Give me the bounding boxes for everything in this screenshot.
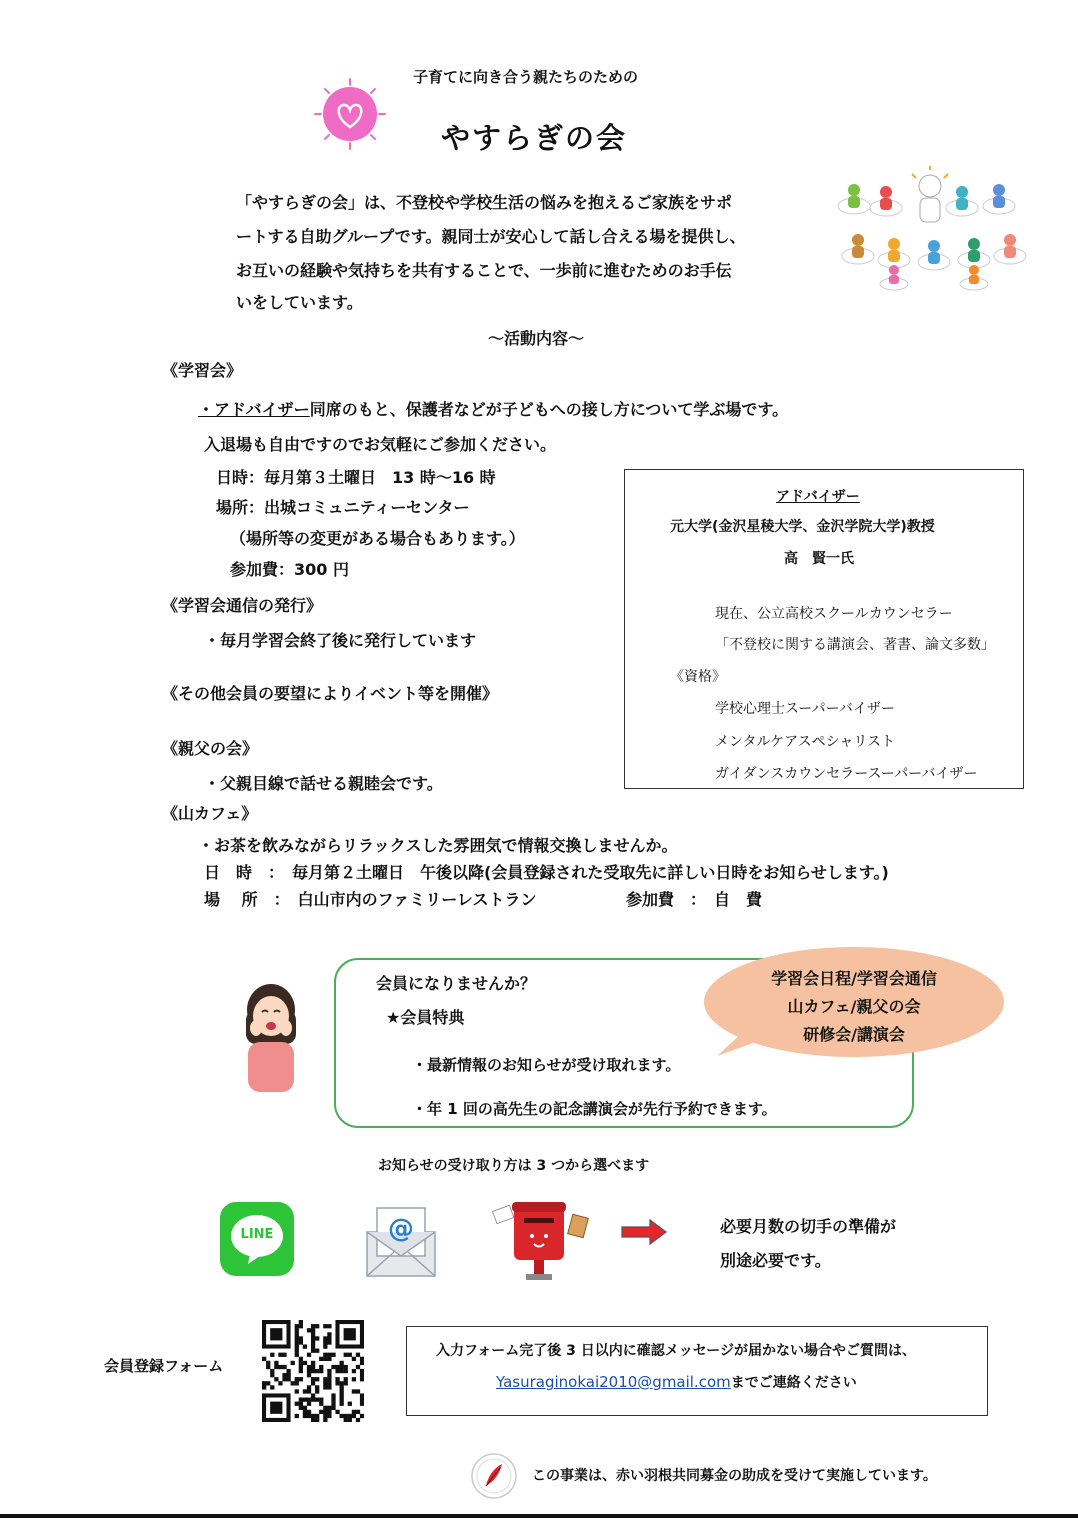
intro-line: 「やすらぎの会」は、不登校や学校生活の悩みを抱えるご家族をサポ	[236, 193, 733, 212]
advisor-name: 高 賢一氏	[784, 551, 854, 567]
membership-benefit: ・最新情報のお知らせが受け取れます。	[412, 1056, 681, 1074]
advisor-heading: アドバイザー	[776, 489, 860, 505]
cafe-fee: 参加費 ： 自 費	[626, 890, 763, 909]
bottom-border	[0, 1514, 1078, 1518]
cafe-place: 場 所 ： 白山市内のファミリーレストラン	[204, 890, 537, 909]
study-place-note: （場所等の変更がある場合もあります。）	[230, 529, 525, 548]
advisor-qualification: ガイダンスカウンセラースーパーバイザー	[715, 766, 978, 782]
cafe-item: ・お茶を飲みながらリラックスした雰囲気で情報交換しませんか。	[198, 836, 678, 855]
intro-line: お互いの経験や気持ちを共有することで、一歩前に進むためのお手伝	[236, 261, 732, 280]
cafe-date: 日 時 ： 毎月第２土曜日 午後以降(会員登録された受取先に詳しい日時をお知らせします。)	[204, 863, 889, 882]
group-people-illustration	[834, 164, 1028, 294]
section-heading: 《山カフェ》	[162, 804, 258, 823]
contact-suffix: までご連絡ください	[730, 1375, 857, 1391]
postbox-icon	[490, 1196, 590, 1282]
intro-line: いをしています。	[236, 293, 363, 312]
post-note: 必要月数の切手の準備が	[720, 1217, 897, 1236]
study-description: 入退場も自由ですのでお気軽にご参加ください。	[204, 435, 557, 454]
membership-benefit: ・年 1 回の高先生の記念講演会が先行予約できます。	[412, 1100, 777, 1118]
section-heading: 《親父の会》	[162, 739, 259, 758]
registration-label: 会員登録フォーム	[104, 1357, 224, 1375]
study-description-text: 同席のもと、保護者などが子どもへの接し方について学ぶ場です。	[309, 400, 789, 419]
newsletter-item: ・毎月学習会終了後に発行しています	[204, 631, 477, 650]
section-heading: 《その他会員の要望によりイベント等を開催》	[162, 684, 499, 703]
advisor-affiliation: 元大学(金沢星稜大学、金沢学院大学)教授	[670, 519, 935, 535]
email-envelope-icon	[364, 1204, 438, 1278]
bubble-line: 山カフェ/親父の会	[787, 997, 921, 1016]
line-label: LINE	[240, 1227, 274, 1242]
post-note: 別途必要です。	[720, 1251, 831, 1270]
study-date: 日時：毎月第３土曜日 13 時～16 時	[216, 468, 496, 487]
study-description	[198, 397, 788, 420]
membership-question: 会員になりませんか？	[376, 974, 537, 993]
fathers-item: ・父親目線で話せる親睦会です。	[204, 774, 443, 793]
line-app-icon	[220, 1202, 294, 1276]
at-symbol: @	[388, 1214, 414, 1244]
section-heading: 《学習会通信の発行》	[162, 596, 323, 615]
notice-methods-heading: お知らせの受け取り方は 3 つから選べます	[378, 1158, 650, 1174]
advisor-keyword: ・アドバイザー	[198, 400, 310, 419]
registration-qr-code[interactable]	[262, 1320, 364, 1422]
contact-instruction: 入力フォーム完了後 3 日以内に確認メッセージが届かない場合やご質問は、	[436, 1343, 916, 1359]
page-title: やすらぎの会	[441, 121, 628, 155]
advisor-works: 「不登校に関する講演会、著書、論文多数」	[715, 637, 995, 653]
bubble-line: 学習会日程/学習会通信	[771, 969, 937, 988]
membership-benefits-heading: ★会員特典	[386, 1008, 465, 1027]
contact-line	[496, 1372, 857, 1392]
advisor-current: 現在、公立高校スクールカウンセラー	[715, 606, 953, 622]
footer-note: この事業は、赤い羽根共同募金の助成を受けて実施しています。	[532, 1468, 937, 1484]
activities-heading: ～活動内容～	[488, 329, 585, 348]
arrow-right-icon	[620, 1218, 668, 1246]
intro-line: ートする自助グループです。親同士が安心して話し合える場を提供し、	[236, 227, 746, 246]
advisor-qual-heading: 《資格》	[670, 669, 726, 685]
advisor-qualification: メンタルケアスペシャリスト	[715, 734, 896, 750]
heart-badge-icon	[313, 77, 387, 151]
bubble-line: 研修会/講演会	[803, 1025, 905, 1044]
contact-email-link[interactable]: Yasuraginokai2010@gmail.com	[496, 1373, 731, 1391]
study-fee: 参加費：300 円	[230, 560, 349, 579]
page-subtitle: 子育てに向き合う親たちのための	[413, 68, 639, 86]
advisor-qualification: 学校心理士スーパーバイザー	[715, 701, 895, 717]
woman-calling-illustration	[236, 982, 306, 1094]
red-feather-logo	[470, 1452, 518, 1500]
study-place: 場所：出城コミュニティーセンター	[216, 498, 470, 517]
section-heading: 《学習会》	[162, 361, 243, 380]
